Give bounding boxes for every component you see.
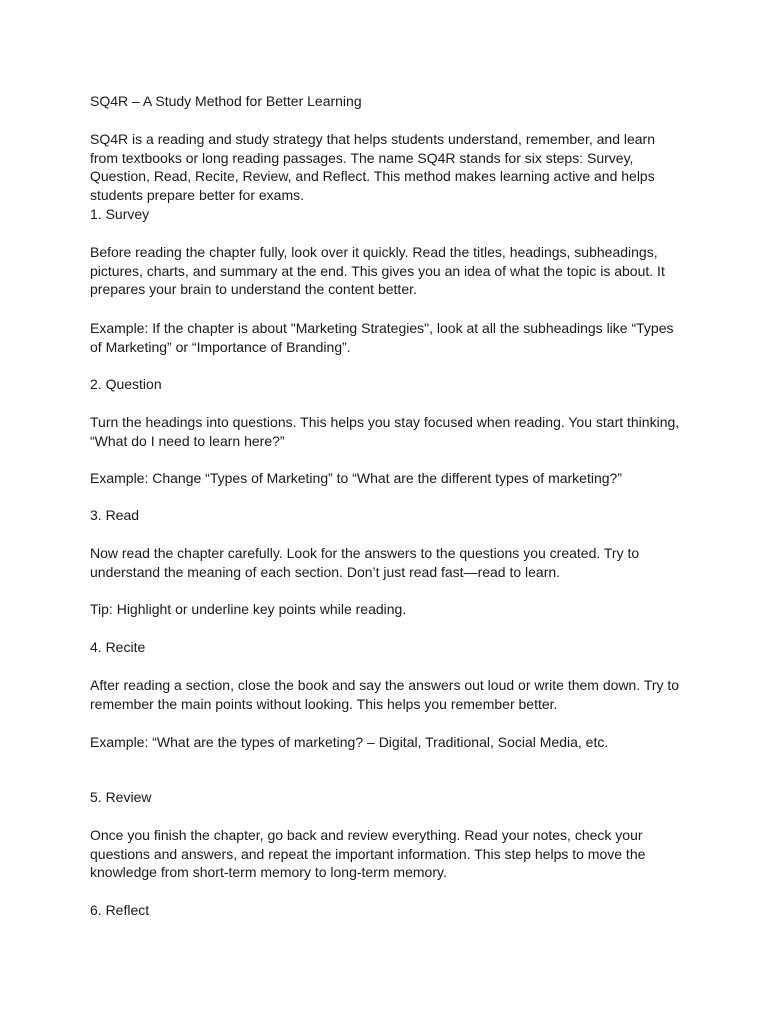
section-tip-read: Tip: Highlight or underline key points while reading.	[90, 601, 407, 617]
section-body-read: Now read the chapter carefully. Look for the answers to the questions you created. Try to understand the meaning of each section. Don’t just read fast—read to learn.	[90, 545, 640, 580]
section-body-recite: After reading a section, close the book and say the answers out loud or write them down. Try to remember the main points without looking. This helps you remember better.	[90, 677, 680, 712]
section-heading-recite: 4. Recite	[90, 639, 146, 655]
section-heading-reflect: 6. Reflect	[90, 902, 150, 918]
section-body-survey: Before reading the chapter fully, look over it quickly. Read the titles, headings, subheadings, pictures, charts, and summary at the end. This gives you an idea of what the topic is about. It prepares your brain to understand the content better.	[90, 244, 665, 298]
section-body-question: Turn the headings into questions. This helps you stay focused when reading. You start thinking, “What do I need to learn here?”	[90, 414, 680, 449]
section-heading-question: 2. Question	[90, 376, 162, 392]
section-example-question: Example: Change “Types of Marketing” to “What are the different types of marketing?”	[90, 470, 622, 486]
document-title: SQ4R – A Study Method for Better Learning	[90, 93, 362, 109]
section-example-recite: Example: “What are the types of marketing? – Digital, Traditional, Social Media, etc.	[90, 734, 609, 750]
intro-paragraph: SQ4R is a reading and study strategy that helps students understand, remember, and learn from textbooks or long reading passages. The name SQ4R stands for six steps: Survey, Question, Read, Recite, Review, and Reflect. This method makes learning active and helps students prepare better for exams.	[90, 131, 655, 203]
section-heading-survey: 1. Survey	[90, 206, 150, 222]
section-example-survey: Example: If the chapter is about "Marketing Strategies", look at all the subheadings like “Types of Marketing” or “Importance of Branding”.	[90, 320, 674, 355]
section-body-review: Once you finish the chapter, go back and review everything. Read your notes, check your questions and answers, and repeat the important information. This step helps to move the knowledge from short-term memory to long-term memory.	[90, 827, 646, 881]
section-heading-review: 5. Review	[90, 789, 152, 805]
section-heading-read: 3. Read	[90, 507, 140, 523]
